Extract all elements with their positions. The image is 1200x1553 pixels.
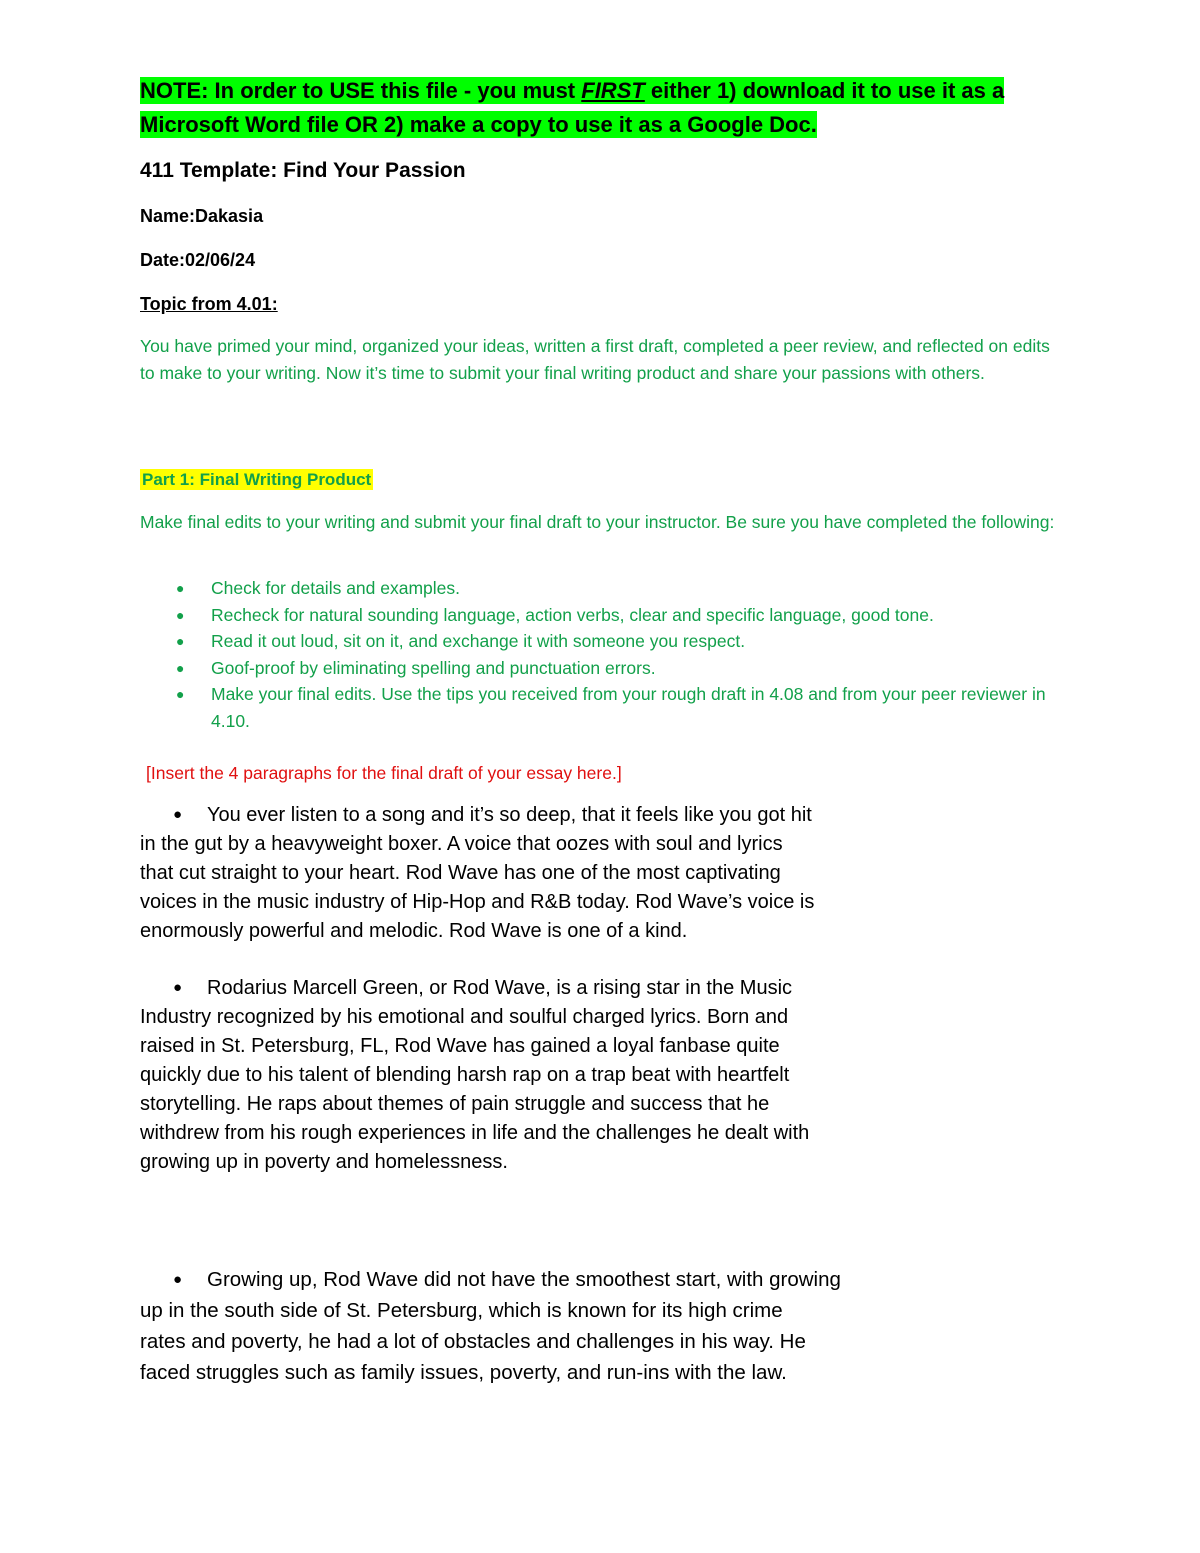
bullet-icon: ● (173, 1271, 183, 1288)
checklist (140, 575, 1060, 734)
intro-paragraph: You have primed your mind, organized your ideas, written a first draft, completed a peer review, and reflected on edits to make to your writing. Now it’s time to submit your final writing product and share your passions with others. (140, 336, 1050, 383)
bullet-icon: ● (176, 659, 185, 676)
checklist-item (140, 602, 1060, 629)
essay-paragraph-2 (140, 973, 940, 1177)
essay-line: withdrew from his rough experiences in life and the challenges he dealt with (140, 1122, 810, 1144)
note-highlight (140, 77, 1004, 138)
part1-heading (140, 468, 373, 492)
checklist-item-text: Check for details and examples. (211, 578, 461, 598)
checklist-item (140, 681, 1060, 734)
topic-heading: Topic from 4.01: (140, 294, 278, 314)
essay-line: Growing up, Rod Wave did not have the smoothest start, with growing (207, 1268, 841, 1291)
instructions-paragraph: Make final edits to your writing and submit your final draft to your instructor. Be sure you have completed the following: (140, 512, 1055, 532)
checklist-item (140, 655, 1060, 682)
essay-line: up in the south side of St. Petersburg, which is known for its high crime (140, 1299, 783, 1322)
bullet-icon: ● (176, 580, 185, 596)
bullet-icon: ● (173, 806, 183, 823)
note-text-start: NOTE: In order to USE this file - you must (140, 78, 582, 103)
essay-line: You ever listen to a song and it’s so deep, that it feels like you got hit (207, 804, 812, 826)
essay-paragraph-3 (140, 1264, 940, 1388)
essay-line: quickly due to his talent of blending harsh rap on a trap beat with heartfelt (140, 1064, 790, 1086)
essay-line: growing up in poverty and homelessness. (140, 1151, 508, 1173)
bullet-icon: ● (173, 979, 183, 996)
checklist-item-text: Recheck for natural sounding language, action verbs, clear and specific language, good tone. (211, 604, 934, 625)
usage-note (140, 74, 1060, 142)
essay-line: Rodarius Marcell Green, or Rod Wave, is a rising star in the Music (207, 977, 793, 999)
essay-paragraph-1 (140, 800, 940, 946)
note-text-end: either 1) download it to use it as a Microsoft Word file OR 2) make a copy to use it as a Google Doc. (140, 78, 1005, 137)
essay-line: voices in the music industry of Hip-Hop and R&B today. Rod Wave’s voice is (140, 891, 815, 913)
checklist-item-text: Make your final edits. Use the tips you received from your rough draft in 4.08 and from your peer reviewer in 4.10. (211, 684, 1046, 731)
checklist-item-text: Goof-proof by eliminating spelling and punctuation errors. (211, 657, 656, 678)
checklist-item (140, 575, 1060, 602)
bullet-icon: ● (176, 633, 185, 649)
essay-line: storytelling. He raps about themes of pain struggle and success that he (140, 1093, 770, 1115)
note-emphasis-first: FIRST (581, 78, 645, 103)
part1-heading-text: Part 1: Final Writing Product (142, 470, 372, 489)
document-title: 411 Template: Find Your Passion (140, 159, 466, 182)
essay-line: rates and poverty, he had a lot of obstacles and challenges in his way. He (140, 1330, 806, 1353)
date-field: Date:02/06/24 (140, 250, 256, 270)
checklist-item (140, 628, 1060, 655)
essay-line: Industry recognized by his emotional and soulful charged lyrics. Born and (140, 1006, 789, 1028)
essay-line: enormously powerful and melodic. Rod Wave is one of a kind. (140, 920, 688, 942)
checklist-item-text: Read it out loud, sit on it, and exchange it with someone you respect. (211, 631, 746, 651)
essay-line: that cut straight to your heart. Rod Wave has one of the most captivating (140, 862, 781, 884)
bullet-icon: ● (176, 686, 185, 702)
essay-line: raised in St. Petersburg, FL, Rod Wave has gained a loyal fanbase quite (140, 1035, 780, 1057)
essay-line: faced struggles such as family issues, poverty, and run-ins with the law. (140, 1361, 787, 1384)
name-field: Name:Dakasia (140, 206, 264, 226)
bullet-icon: ● (176, 606, 185, 623)
insert-prompt: [Insert the 4 paragraphs for the final draft of your essay here.] (146, 763, 622, 783)
essay-line: in the gut by a heavyweight boxer. A voice that oozes with soul and lyrics (140, 833, 783, 855)
